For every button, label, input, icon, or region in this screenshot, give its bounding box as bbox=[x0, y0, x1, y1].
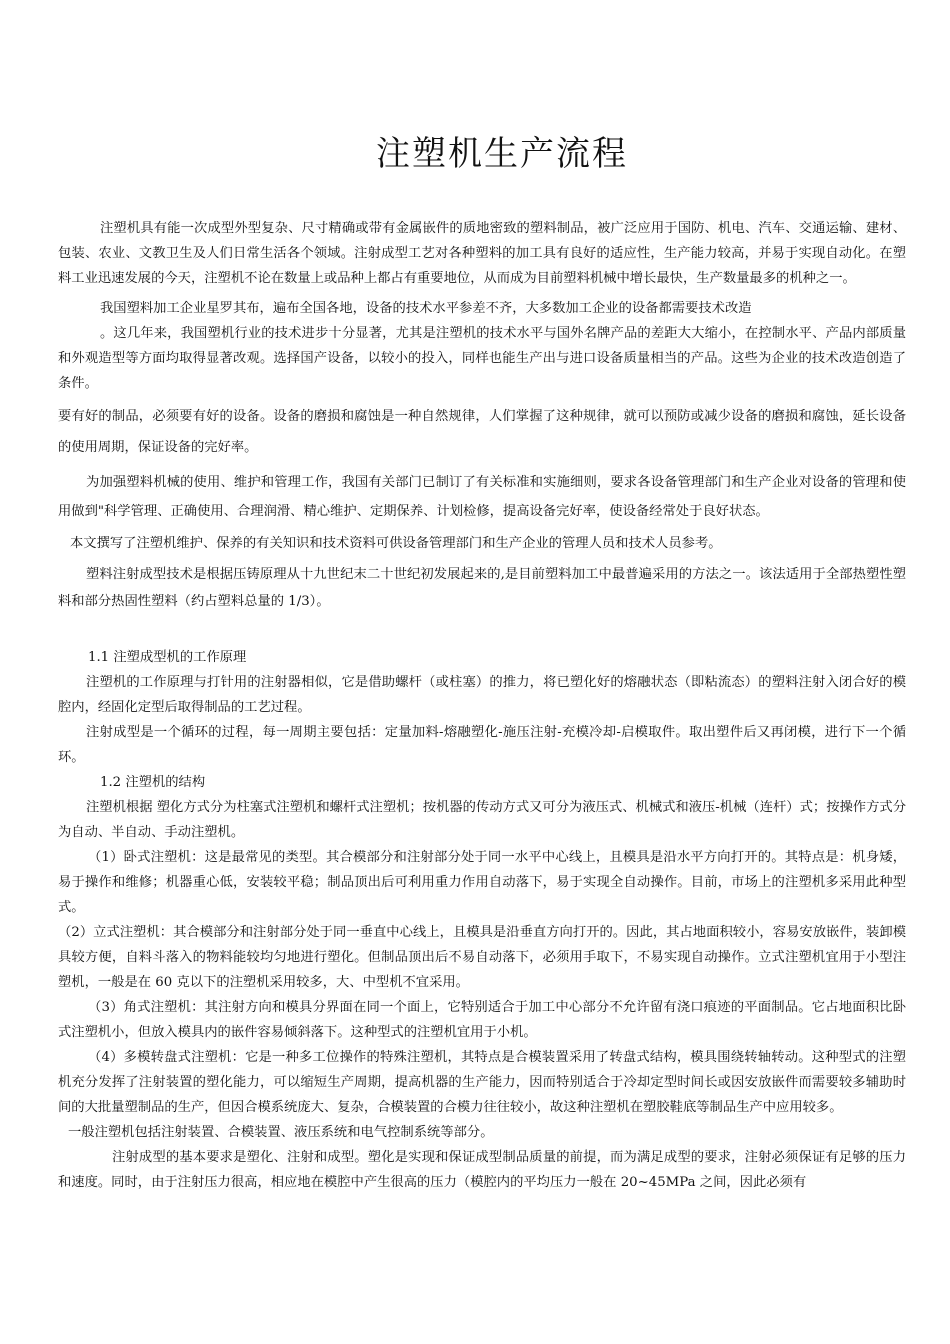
paragraph-technology: 塑料注射成型技术是根据压铸原理从十九世纪末二十世纪初发展起来的,是目前塑料加工中最普遍采用的方法之一。该法适用于全部热塑性塑料和部分热固性塑料（约占塑料总量的 1/3）。 bbox=[58, 567, 906, 609]
paragraph-purpose: 本文撰写了注塑机维护、保养的有关知识和技术资料可供设备管理部门和生产企业的管理人员和技术人员参考。 bbox=[70, 536, 722, 551]
paragraph-rotary: （4）多模转盘式注塑机：它是一种多工位操作的特殊注塑机，其特点是合模装置采用了转盘式结构，模具围绕转轴转动。这种型式的注塑机充分发挥了注射装置的塑化能力，可以缩短生产周期，提高机器的生产能力，因而特别适合于冷却定型时间长或因安放嵌件而需要较多辅助时间的大批量塑制品的生产，但因合模系统庞大、复杂，合模装置的合模力往往较小，故这种注塑机在塑胶鞋底等制品生产中应用较多。 bbox=[58, 1050, 906, 1115]
paragraph-industry: 我国塑料加工企业星罗其布，遍布全国各地，设备的技术水平参差不齐，大多数加工企业的设备都需要技术改造 bbox=[100, 301, 752, 316]
paragraph-intro: 注塑机具有能一次成型外型复杂、尺寸精确或带有金属嵌件的质地密致的塑料制品，被广泛应用于国防、机电、汽车、交通运输、建材、包装、农业、文教卫生及人们日常生活各个领域。注射成型工艺对各种塑料的加工具有良好的适应性，生产能力较高，并易于实现自动化。在塑料工业迅速发展的今天，注塑机不论在数量上或品种上都占有重要地位，从而成为目前塑料机械中增长最快，生产数量最多的机种之一。 bbox=[58, 221, 906, 286]
document-title: 注塑机生产流程 bbox=[376, 134, 628, 174]
paragraph-angle: （3）角式注塑机：其注射方向和模具分界面在同一个面上，它特别适合于加工中心部分不允许留有浇口痕迹的平面制品。它占地面积比卧式注塑机小，但放入模具内的嵌件容易倾斜落下。这种型式的注塑机宜用于小机。 bbox=[58, 1000, 906, 1040]
paragraph-requirements: 注射成型的基本要求是塑化、注射和成型。塑化是实现和保证成型制品质量的前提，而为满足成型的要求，注射必须保证有足够的压力和速度。同时，由于注射压力很高，相应地在模腔中产生很高的压力（模腔内的平均压力一般在 20~45MPa 之间，因此必须有 bbox=[58, 1150, 906, 1190]
paragraph-vertical: （2）立式注塑机：其合模部分和注射部分处于同一垂直中心线上，且模具是沿垂直方向打开的。因此，其占地面积较小，容易安放嵌件，装卸模具较方便，自料斗落入的物料能较均匀地进行塑化。但制品顶出后不易自动落下，必须用手取下，不易实现自动操作。立式注塑机宜用于小型注塑机，一般是在 60 克以下的注塑机采用较多，大、中型机不宜采用。 bbox=[58, 925, 906, 990]
section-heading-1-2: 1.2 注塑机的结构 bbox=[100, 775, 206, 790]
paragraph-components: 一般注塑机包括注射装置、合模装置、液压系统和电气控制系统等部分。 bbox=[68, 1125, 494, 1140]
document-body bbox=[58, 216, 906, 1195]
paragraph-principle: 注塑机的工作原理与打针用的注射器相似，它是借助螺杆（或柱塞）的推力，将已塑化好的熔融状态（即粘流态）的塑料注射入闭合好的模腔内，经固化定型后取得制品的工艺过程。 bbox=[58, 675, 906, 715]
section-heading-1-1: 1.1 注塑成型机的工作原理 bbox=[88, 650, 247, 665]
paragraph-cycle: 注射成型是一个循环的过程，每一周期主要包括：定量加料-熔融塑化-施压注射-充模冷却-启模取件。取出塑件后又再闭模，进行下一个循环。 bbox=[58, 725, 906, 765]
paragraph-classification: 注塑机根据 塑化方式分为柱塞式注塑机和螺杆式注塑机；按机器的传动方式又可分为液压式、机械式和液压-机械（连杆）式；按操作方式分为自动、半自动、手动注塑机。 bbox=[58, 800, 906, 840]
paragraph-progress: 。这几年来，我国塑机行业的技术进步十分显著，尤其是注塑机的技术水平与国外名牌产品的差距大大缩小，在控制水平、产品内部质量和外观造型等方面均取得显著改观。选择国产设备，以较小的投入，同样也能生产出与进口设备质量相当的产品。这些为企业的技术改造创造了条件。 bbox=[58, 326, 906, 391]
paragraph-management: 为加强塑料机械的使用、维护和管理工作，我国有关部门已制订了有关标准和实施细则，要求各设备管理部门和生产企业对设备的管理和使用做到"科学管理、正确使用、合理润滑、精心维护、定期保养、计划检修，提高设备完好率，使设备经常处于良好状态。 bbox=[58, 475, 906, 519]
paragraph-horizontal: （1）卧式注塑机：这是最常见的类型。其合模部分和注射部分处于同一水平中心线上，且模具是沿水平方向打开的。其特点是：机身矮，易于操作和维修；机器重心低，安装较平稳；制品顶出后可利用重力作用自动落下，易于实现全自动操作。目前，市场上的注塑机多采用此种型式。 bbox=[58, 850, 906, 915]
paragraph-equipment: 要有好的制品，必须要有好的设备。设备的磨损和腐蚀是一种自然规律，人们掌握了这种规律，就可以预防或减少设备的磨损和腐蚀，延长设备的使用周期，保证设备的完好率。 bbox=[58, 409, 906, 455]
